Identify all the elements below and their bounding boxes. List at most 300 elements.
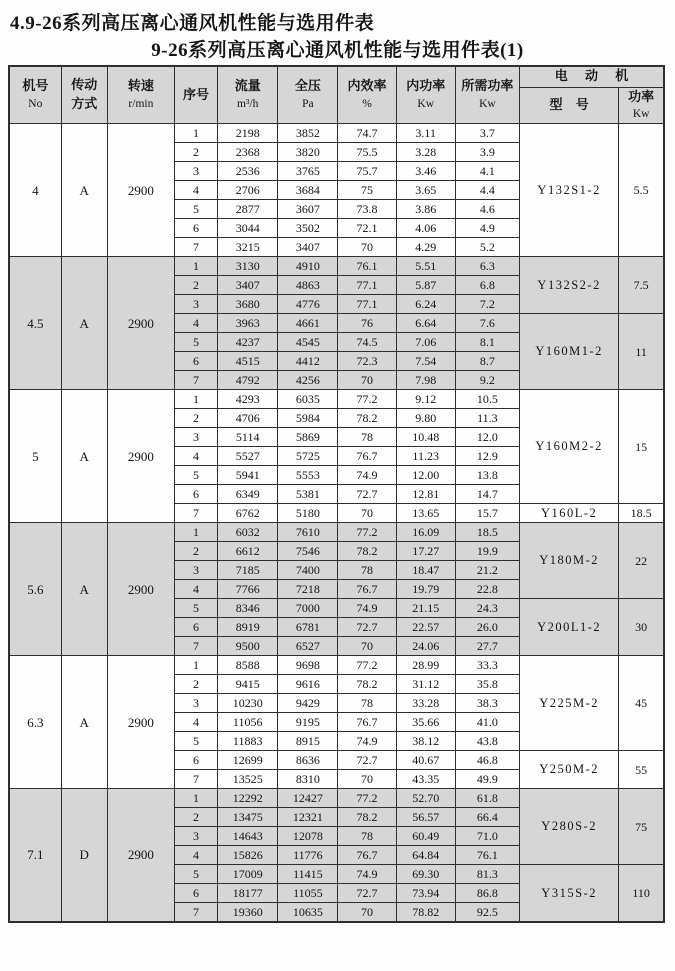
motor-model-cell: Y250M-2 — [519, 751, 618, 789]
inner-power-cell: 35.66 — [396, 713, 455, 732]
pressure-cell: 3852 — [278, 124, 338, 143]
table-row — [9, 124, 664, 143]
required-power-cell: 86.8 — [455, 884, 519, 903]
seq-cell: 2 — [174, 542, 217, 561]
seq-cell: 4 — [174, 447, 217, 466]
efficiency-cell: 76.1 — [338, 257, 396, 276]
required-power-cell: 43.8 — [455, 732, 519, 751]
drive-mode-cell: A — [61, 523, 107, 656]
efficiency-cell: 76.7 — [338, 580, 396, 599]
header-machine-no-unit: No — [28, 98, 43, 111]
pressure-cell: 4545 — [278, 333, 338, 352]
flow-cell: 19360 — [218, 903, 278, 922]
inner-power-cell: 19.79 — [396, 580, 455, 599]
pressure-cell: 5381 — [278, 485, 338, 504]
pressure-cell: 4863 — [278, 276, 338, 295]
inner-power-cell: 12.00 — [396, 466, 455, 485]
motor-power-cell: 18.5 — [619, 504, 664, 523]
inner-power-cell: 17.27 — [396, 542, 455, 561]
seq-cell: 3 — [174, 162, 217, 181]
seq-cell: 3 — [174, 428, 217, 447]
seq-cell: 3 — [174, 694, 217, 713]
inner-power-cell: 7.98 — [396, 371, 455, 390]
header-flow-unit: m³/h — [237, 98, 259, 111]
header-efficiency-unit: % — [362, 98, 372, 111]
required-power-cell: 9.2 — [455, 371, 519, 390]
seq-cell: 6 — [174, 485, 217, 504]
flow-cell: 8919 — [218, 618, 278, 637]
flow-cell: 7185 — [218, 561, 278, 580]
header-efficiency — [338, 66, 396, 124]
header-inner-power-unit: Kw — [417, 98, 435, 111]
pressure-cell: 9429 — [278, 694, 338, 713]
seq-cell: 7 — [174, 238, 217, 257]
inner-power-cell: 38.12 — [396, 732, 455, 751]
header-pressure-label: 全压 — [294, 78, 321, 94]
inner-power-cell: 6.64 — [396, 314, 455, 333]
table-row — [9, 656, 664, 675]
efficiency-cell: 78.2 — [338, 675, 396, 694]
efficiency-cell: 76.7 — [338, 846, 396, 865]
flow-cell: 3680 — [218, 295, 278, 314]
flow-cell: 6612 — [218, 542, 278, 561]
motor-model-cell: Y160M1-2 — [519, 314, 618, 390]
flow-cell: 18177 — [218, 884, 278, 903]
efficiency-cell: 78 — [338, 561, 396, 580]
inner-power-cell: 4.29 — [396, 238, 455, 257]
inner-power-cell: 43.35 — [396, 770, 455, 789]
pressure-cell: 9698 — [278, 656, 338, 675]
flow-cell: 13525 — [218, 770, 278, 789]
seq-cell: 2 — [174, 409, 217, 428]
required-power-cell: 81.3 — [455, 865, 519, 884]
flow-cell: 14643 — [218, 827, 278, 846]
speed-cell: 2900 — [107, 656, 174, 789]
efficiency-cell: 78.2 — [338, 542, 396, 561]
flow-cell: 4515 — [218, 352, 278, 371]
flow-cell: 12699 — [218, 751, 278, 770]
pressure-cell: 5984 — [278, 409, 338, 428]
machine-no-cell: 4 — [9, 124, 61, 257]
efficiency-cell: 75 — [338, 181, 396, 200]
required-power-cell: 15.7 — [455, 504, 519, 523]
motor-power-cell: 15 — [619, 390, 664, 504]
pressure-cell: 3502 — [278, 219, 338, 238]
seq-cell: 6 — [174, 884, 217, 903]
header-drive-mode-line2: 方式 — [71, 96, 98, 111]
header-required-power-unit: Kw — [479, 98, 496, 111]
inner-power-cell: 52.70 — [396, 789, 455, 808]
required-power-cell: 71.0 — [455, 827, 519, 846]
efficiency-cell: 70 — [338, 637, 396, 656]
pressure-cell: 4910 — [278, 257, 338, 276]
pressure-cell: 7400 — [278, 561, 338, 580]
inner-power-cell: 22.57 — [396, 618, 455, 637]
inner-power-cell: 3.28 — [396, 143, 455, 162]
header-flow — [218, 66, 278, 124]
flow-cell: 6762 — [218, 504, 278, 523]
seq-cell: 7 — [174, 770, 217, 789]
drive-mode-cell: D — [61, 789, 107, 922]
flow-cell: 12292 — [218, 789, 278, 808]
efficiency-cell: 73.8 — [338, 200, 396, 219]
header-inner-power-label: 内功率 — [406, 78, 446, 94]
efficiency-cell: 70 — [338, 371, 396, 390]
motor-power-cell: 22 — [619, 523, 664, 599]
header-drive-mode-line1: 传动 — [71, 77, 98, 93]
inner-power-cell: 6.24 — [396, 295, 455, 314]
pressure-cell: 9195 — [278, 713, 338, 732]
required-power-cell: 12.0 — [455, 428, 519, 447]
efficiency-cell: 77.2 — [338, 523, 396, 542]
motor-power-cell: 110 — [619, 865, 664, 922]
flow-cell: 10230 — [218, 694, 278, 713]
header-motor-power — [619, 87, 664, 124]
flow-cell: 3407 — [218, 276, 278, 295]
inner-power-cell: 24.06 — [396, 637, 455, 656]
motor-power-cell: 55 — [619, 751, 664, 789]
pressure-cell: 4412 — [278, 352, 338, 371]
pressure-cell: 5869 — [278, 428, 338, 447]
seq-cell: 2 — [174, 675, 217, 694]
header-motor-model: 型 号 — [519, 87, 618, 124]
flow-cell: 9415 — [218, 675, 278, 694]
seq-cell: 6 — [174, 618, 217, 637]
efficiency-cell: 77.1 — [338, 295, 396, 314]
efficiency-cell: 72.7 — [338, 485, 396, 504]
inner-power-cell: 5.51 — [396, 257, 455, 276]
seq-cell: 1 — [174, 257, 217, 276]
inner-power-cell: 73.94 — [396, 884, 455, 903]
flow-cell: 17009 — [218, 865, 278, 884]
pressure-cell: 6527 — [278, 637, 338, 656]
efficiency-cell: 70 — [338, 903, 396, 922]
inner-power-cell: 21.15 — [396, 599, 455, 618]
fan-performance-table — [8, 65, 665, 923]
required-power-cell: 7.2 — [455, 295, 519, 314]
seq-cell: 6 — [174, 751, 217, 770]
flow-cell: 2368 — [218, 143, 278, 162]
efficiency-cell: 72.7 — [338, 751, 396, 770]
pressure-cell: 9616 — [278, 675, 338, 694]
efficiency-cell: 74.9 — [338, 466, 396, 485]
required-power-cell: 92.5 — [455, 903, 519, 922]
efficiency-cell: 75.5 — [338, 143, 396, 162]
seq-cell: 7 — [174, 371, 217, 390]
flow-cell: 15826 — [218, 846, 278, 865]
inner-power-cell: 11.23 — [396, 447, 455, 466]
efficiency-cell: 77.2 — [338, 656, 396, 675]
pressure-cell: 11055 — [278, 884, 338, 903]
page-title: 4.9-26系列高压离心通风机性能与选用件表 — [10, 13, 375, 34]
flow-cell: 3130 — [218, 257, 278, 276]
efficiency-cell: 78 — [338, 428, 396, 447]
seq-cell: 7 — [174, 637, 217, 656]
efficiency-cell: 77.2 — [338, 390, 396, 409]
motor-model-cell: Y180M-2 — [519, 523, 618, 599]
required-power-cell: 13.8 — [455, 466, 519, 485]
flow-cell: 8346 — [218, 599, 278, 618]
efficiency-cell: 77.1 — [338, 276, 396, 295]
seq-cell: 2 — [174, 808, 217, 827]
seq-cell: 1 — [174, 124, 217, 143]
required-power-cell: 8.7 — [455, 352, 519, 371]
required-power-cell: 8.1 — [455, 333, 519, 352]
seq-cell: 3 — [174, 827, 217, 846]
drive-mode-cell: A — [61, 257, 107, 390]
pressure-cell: 6781 — [278, 618, 338, 637]
efficiency-cell: 72.3 — [338, 352, 396, 371]
header-motor-power-label: 功率 — [628, 88, 655, 104]
inner-power-cell: 60.49 — [396, 827, 455, 846]
inner-power-cell: 33.28 — [396, 694, 455, 713]
motor-power-cell: 11 — [619, 314, 664, 390]
header-seq-label: 序号 — [183, 86, 210, 102]
seq-cell: 4 — [174, 846, 217, 865]
seq-cell: 7 — [174, 504, 217, 523]
inner-power-cell: 13.65 — [396, 504, 455, 523]
inner-power-cell: 3.46 — [396, 162, 455, 181]
efficiency-cell: 78.2 — [338, 808, 396, 827]
pressure-cell: 8310 — [278, 770, 338, 789]
flow-cell: 6349 — [218, 485, 278, 504]
header-pressure-unit: Pa — [302, 98, 314, 111]
motor-power-cell: 5.5 — [619, 124, 664, 257]
machine-no-cell: 5 — [9, 390, 61, 523]
efficiency-cell: 74.5 — [338, 333, 396, 352]
pressure-cell: 4661 — [278, 314, 338, 333]
speed-cell: 2900 — [107, 257, 174, 390]
inner-power-cell: 69.30 — [396, 865, 455, 884]
efficiency-cell: 75.7 — [338, 162, 396, 181]
flow-cell: 2706 — [218, 181, 278, 200]
table-row — [9, 390, 664, 409]
machine-no-cell: 7.1 — [9, 789, 61, 922]
efficiency-cell: 76.7 — [338, 713, 396, 732]
seq-cell: 1 — [174, 523, 217, 542]
pressure-cell: 12427 — [278, 789, 338, 808]
flow-cell: 8588 — [218, 656, 278, 675]
header-motor-power-unit: Kw — [632, 108, 650, 121]
motor-power-cell: 7.5 — [619, 257, 664, 314]
inner-power-cell: 64.84 — [396, 846, 455, 865]
header-motor: 电 动 机 — [519, 66, 664, 87]
motor-model-cell: Y200L1-2 — [519, 599, 618, 656]
required-power-cell: 4.1 — [455, 162, 519, 181]
required-power-cell: 18.5 — [455, 523, 519, 542]
required-power-cell: 10.5 — [455, 390, 519, 409]
pressure-cell: 3607 — [278, 200, 338, 219]
inner-power-cell: 9.12 — [396, 390, 455, 409]
seq-cell: 5 — [174, 732, 217, 751]
efficiency-cell: 70 — [338, 770, 396, 789]
seq-cell: 2 — [174, 143, 217, 162]
flow-cell: 2536 — [218, 162, 278, 181]
seq-cell: 5 — [174, 333, 217, 352]
inner-power-cell: 78.82 — [396, 903, 455, 922]
efficiency-cell: 70 — [338, 504, 396, 523]
efficiency-cell: 74.9 — [338, 732, 396, 751]
required-power-cell: 49.9 — [455, 770, 519, 789]
efficiency-cell: 72.7 — [338, 618, 396, 637]
pressure-cell: 6035 — [278, 390, 338, 409]
motor-model-cell: Y132S1-2 — [519, 124, 618, 257]
required-power-cell: 22.8 — [455, 580, 519, 599]
table-row — [9, 789, 664, 808]
pressure-cell: 8636 — [278, 751, 338, 770]
seq-cell: 5 — [174, 200, 217, 219]
flow-cell: 2877 — [218, 200, 278, 219]
motor-model-cell: Y225M-2 — [519, 656, 618, 751]
pressure-cell: 3407 — [278, 238, 338, 257]
pressure-cell: 8915 — [278, 732, 338, 751]
seq-cell: 3 — [174, 295, 217, 314]
machine-no-cell: 4.5 — [9, 257, 61, 390]
inner-power-cell: 12.81 — [396, 485, 455, 504]
motor-power-cell: 30 — [619, 599, 664, 656]
seq-cell: 4 — [174, 713, 217, 732]
header-required-power-label: 所需功率 — [461, 78, 514, 94]
seq-cell: 6 — [174, 352, 217, 371]
efficiency-cell: 78.2 — [338, 409, 396, 428]
seq-cell: 5 — [174, 599, 217, 618]
required-power-cell: 4.4 — [455, 181, 519, 200]
motor-power-cell: 45 — [619, 656, 664, 751]
pressure-cell: 3820 — [278, 143, 338, 162]
seq-cell: 7 — [174, 903, 217, 922]
pressure-cell: 7546 — [278, 542, 338, 561]
flow-cell: 6032 — [218, 523, 278, 542]
inner-power-cell: 5.87 — [396, 276, 455, 295]
required-power-cell: 14.7 — [455, 485, 519, 504]
efficiency-cell: 74.9 — [338, 865, 396, 884]
motor-model-cell: Y132S2-2 — [519, 257, 618, 314]
pressure-cell: 12321 — [278, 808, 338, 827]
efficiency-cell: 78 — [338, 827, 396, 846]
motor-model-cell: Y315S-2 — [519, 865, 618, 922]
inner-power-cell: 3.65 — [396, 181, 455, 200]
efficiency-cell: 72.1 — [338, 219, 396, 238]
motor-model-cell: Y160L-2 — [519, 504, 618, 523]
seq-cell: 2 — [174, 276, 217, 295]
required-power-cell: 41.0 — [455, 713, 519, 732]
flow-cell: 11883 — [218, 732, 278, 751]
pressure-cell: 4776 — [278, 295, 338, 314]
header-seq — [174, 66, 217, 124]
flow-cell: 5941 — [218, 466, 278, 485]
speed-cell: 2900 — [107, 124, 174, 257]
flow-cell: 3215 — [218, 238, 278, 257]
inner-power-cell: 56.57 — [396, 808, 455, 827]
pressure-cell: 10635 — [278, 903, 338, 922]
inner-power-cell: 3.11 — [396, 124, 455, 143]
inner-power-cell: 40.67 — [396, 751, 455, 770]
seq-cell: 5 — [174, 466, 217, 485]
inner-power-cell: 18.47 — [396, 561, 455, 580]
inner-power-cell: 4.06 — [396, 219, 455, 238]
required-power-cell: 35.8 — [455, 675, 519, 694]
flow-cell: 2198 — [218, 124, 278, 143]
inner-power-cell: 31.12 — [396, 675, 455, 694]
required-power-cell: 4.9 — [455, 219, 519, 238]
machine-no-cell: 5.6 — [9, 523, 61, 656]
required-power-cell: 66.4 — [455, 808, 519, 827]
required-power-cell: 6.8 — [455, 276, 519, 295]
flow-cell: 5527 — [218, 447, 278, 466]
seq-cell: 6 — [174, 219, 217, 238]
speed-cell: 2900 — [107, 390, 174, 523]
header-required-power — [455, 66, 519, 124]
inner-power-cell: 7.54 — [396, 352, 455, 371]
seq-cell: 4 — [174, 314, 217, 333]
required-power-cell: 27.7 — [455, 637, 519, 656]
flow-cell: 4293 — [218, 390, 278, 409]
motor-model-cell: Y160M2-2 — [519, 390, 618, 504]
drive-mode-cell: A — [61, 390, 107, 523]
pressure-cell: 7610 — [278, 523, 338, 542]
motor-model-cell: Y280S-2 — [519, 789, 618, 865]
flow-cell: 3044 — [218, 219, 278, 238]
inner-power-cell: 3.86 — [396, 200, 455, 219]
pressure-cell: 11415 — [278, 865, 338, 884]
flow-cell: 7766 — [218, 580, 278, 599]
header-machine-no-label: 机号 — [22, 78, 49, 94]
required-power-cell: 3.9 — [455, 143, 519, 162]
required-power-cell: 12.9 — [455, 447, 519, 466]
efficiency-cell: 72.7 — [338, 884, 396, 903]
speed-cell: 2900 — [107, 523, 174, 656]
required-power-cell: 76.1 — [455, 846, 519, 865]
seq-cell: 4 — [174, 580, 217, 599]
table-row — [9, 257, 664, 276]
header-flow-label: 流量 — [234, 78, 261, 94]
flow-cell: 4792 — [218, 371, 278, 390]
efficiency-cell: 77.2 — [338, 789, 396, 808]
motor-power-cell: 75 — [619, 789, 664, 865]
required-power-cell: 6.3 — [455, 257, 519, 276]
header-speed-label: 转速 — [127, 78, 154, 94]
efficiency-cell: 76.7 — [338, 447, 396, 466]
required-power-cell: 46.8 — [455, 751, 519, 770]
required-power-cell: 11.3 — [455, 409, 519, 428]
flow-cell: 5114 — [218, 428, 278, 447]
seq-cell: 1 — [174, 789, 217, 808]
required-power-cell: 24.3 — [455, 599, 519, 618]
header-machine-no — [9, 66, 61, 124]
required-power-cell: 5.2 — [455, 238, 519, 257]
required-power-cell: 26.0 — [455, 618, 519, 637]
seq-cell: 3 — [174, 561, 217, 580]
required-power-cell: 4.6 — [455, 200, 519, 219]
inner-power-cell: 7.06 — [396, 333, 455, 352]
efficiency-cell: 70 — [338, 238, 396, 257]
required-power-cell: 61.8 — [455, 789, 519, 808]
required-power-cell: 19.9 — [455, 542, 519, 561]
efficiency-cell: 74.7 — [338, 124, 396, 143]
pressure-cell: 12078 — [278, 827, 338, 846]
seq-cell: 5 — [174, 865, 217, 884]
pressure-cell: 5180 — [278, 504, 338, 523]
table-header — [9, 66, 664, 124]
pressure-cell: 7000 — [278, 599, 338, 618]
inner-power-cell: 10.48 — [396, 428, 455, 447]
table-body — [9, 124, 664, 922]
inner-power-cell: 28.99 — [396, 656, 455, 675]
drive-mode-cell: A — [61, 656, 107, 789]
flow-cell: 4237 — [218, 333, 278, 352]
required-power-cell: 38.3 — [455, 694, 519, 713]
machine-no-cell: 6.3 — [9, 656, 61, 789]
